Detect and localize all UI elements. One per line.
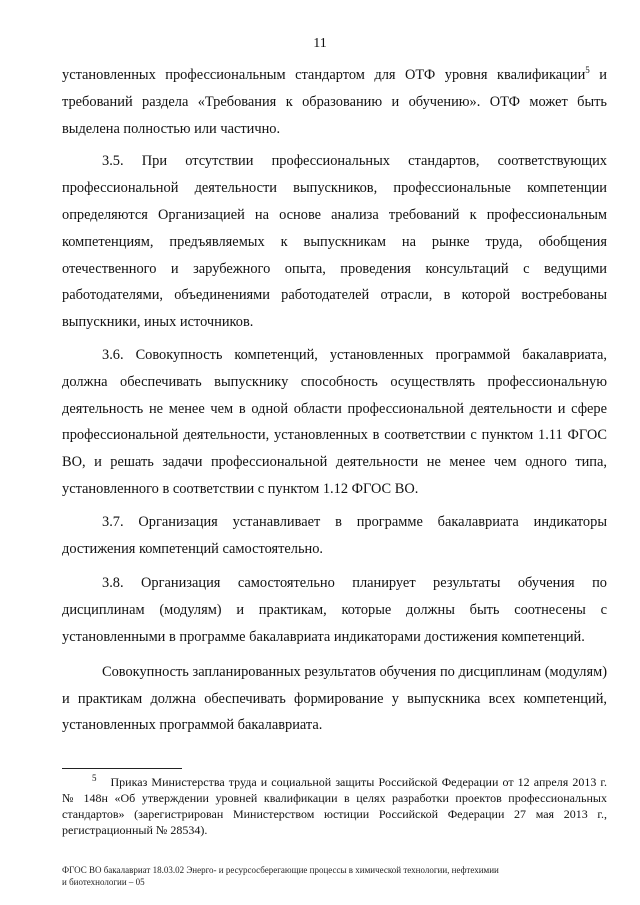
paragraph-3-6: 3.6. Совокупность компетенций, установленных программой бакалавриата, должна обеспечивать выпускнику способность осуществлять профессиональную деятельность не менее чем в одной области профессиональной деятельности и сфере профессиональной деятельности, установленных в соответствии с пунктом 1.11 ФГОС ВО, и решать задачи профессиональной деятельности не менее чем одного типа, установленного в соответствии с пунктом 1.12 ФГОС ВО. bbox=[62, 346, 607, 497]
page-footer bbox=[62, 864, 542, 888]
paragraph-text: установленных профессиональным стандартом для ОТФ уровня квалификации bbox=[62, 67, 586, 83]
document-body bbox=[62, 62, 607, 745]
footer-line-2: и биотехнологии – 05 bbox=[62, 877, 145, 887]
paragraph-3-5: 3.5. При отсутствии профессиональных стандартов, соответствующих профессиональной деятельности выпускников, профессиональные компетенции определяются Организацией на основе анализа требований к профессиональным компетенциям, предъявляемых к выпускникам на рынке труда, обобщения отечественного и зарубежного опыта, проведения консультаций с ведущими работодателями, объединениями работодателей отрасли, в которой востребованы выпускники, иных источников. bbox=[62, 153, 607, 331]
paragraph-learning-outcomes: Совокупность запланированных результатов обучения по дисциплинам (модулям) и практикам должна обеспечивать формирование у выпускника всех компетенций, установленных программой бакалавриата. bbox=[62, 663, 607, 734]
footnote-reference: 5 bbox=[585, 65, 590, 76]
footnote bbox=[62, 774, 607, 838]
paragraph-3-7: 3.7. Организация устанавливает в программе бакалавриата индикаторы достижения компетенций самостоятельно. bbox=[62, 513, 607, 557]
paragraph-3-8: 3.8. Организация самостоятельно планирует результаты обучения по дисциплинам (модулям) и практикам, которые должны быть соотнесены с установленными в программе бакалавриата индикаторами достижения компетенций. bbox=[62, 575, 607, 645]
page-number: 11 bbox=[313, 36, 327, 51]
footer-line-1: ФГОС ВО бакалавриат 18.03.02 Энерго- и ресурсосберегающие процессы в химической технологии, нефтехимии bbox=[62, 865, 499, 875]
paragraph-continuation bbox=[62, 62, 607, 142]
footnote-text: Приказ Министерства труда и социальной защиты Российской Федерации от 12 апреля 2013 г. № 148н «Об утверждении уровней квалификации в целях разработки проектов профессиональных стандартов» (зарегистрирован Министерством юстиции Российской Федерации 27 мая 2013 г., регистрационный № 28534). bbox=[62, 775, 607, 837]
footnote-mark: 5 bbox=[92, 773, 97, 783]
footnote-separator bbox=[62, 768, 182, 769]
paragraph-text-rest: и требований раздела «Требования к образованию и обучению». ОТФ может быть выделена полностью или частично. bbox=[62, 67, 607, 137]
